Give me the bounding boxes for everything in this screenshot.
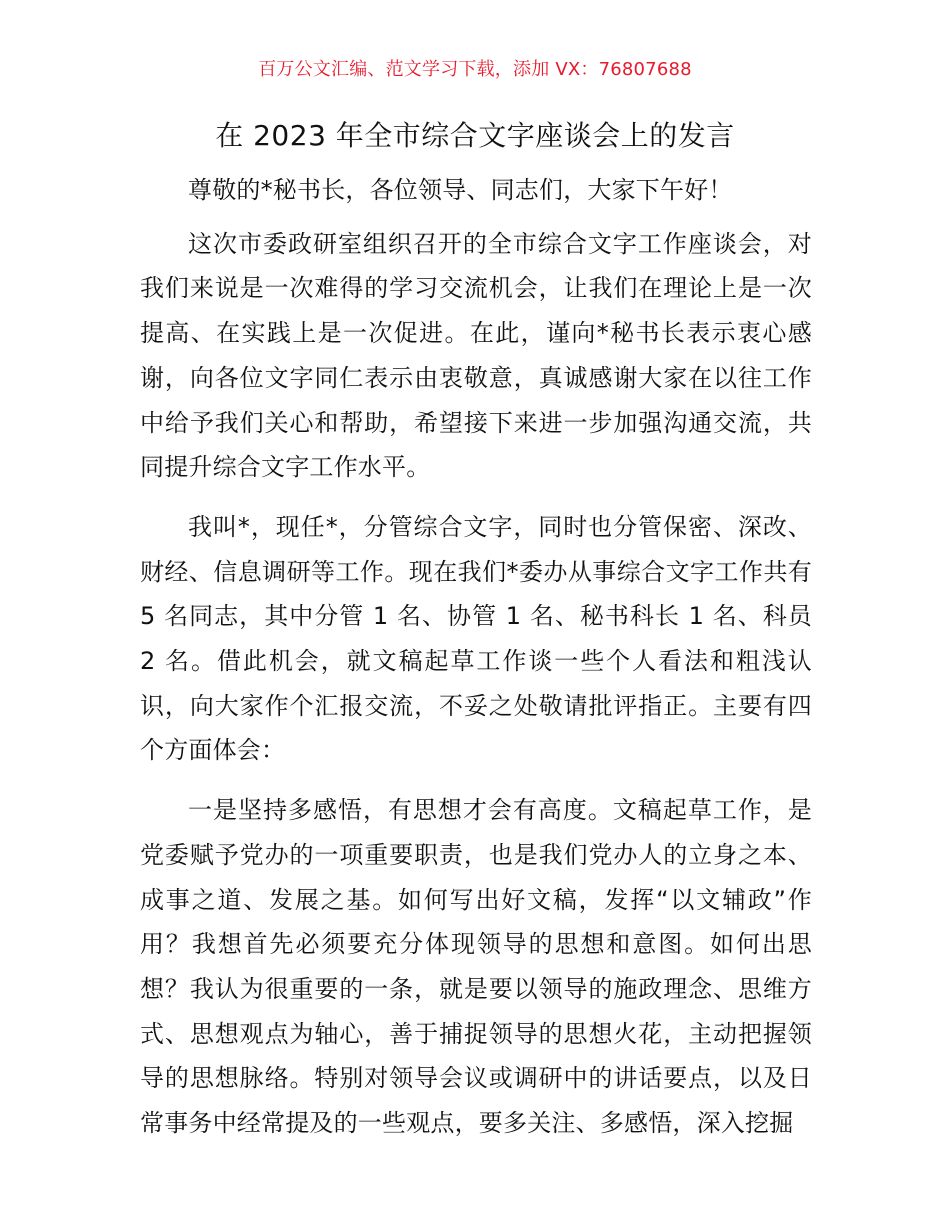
body-paragraph-1: 这次市委政研室组织召开的全市综合文字工作座谈会，对我们来说是一次难得的学习交流机会，让我们在理论上是一次提高、在实践上是一次促进。在此，谨向*秘书长表示衷心感谢，向各位文字同仁表示由衷敬意，真诚感谢大家在以往工作中给予我们关心和帮助，希望接下来进一步加强沟通交流，共同提升综合文字工作水平。 [140, 229, 812, 482]
greeting-paragraph: 尊敬的*秘书长，各位领导、同志们，大家下午好！ [188, 176, 733, 204]
document-body [140, 168, 812, 1146]
promo-banner: 百万公文汇编、范文学习下载，添加 VX：76807688 [258, 59, 692, 80]
body-paragraph-3: 一是坚持多感悟，有思想才会有高度。文稿起草工作，是党委赋予党办的一项重要职责，也是我们党办人的立身之本、成事之道、发展之基。如何写出好文稿，发挥“以文辅政”作用？我想首先必须要充分体现领导的思想和意图。如何出思想？我认为很重要的一条，就是要以领导的施政理念、思维方式、思想观点为轴心，善于捕捉领导的思想火花，主动把握领导的思想脉络。特别对领导会议或调研中的讲话要点，以及日常事务中经常提及的一些观点，要多关注、多感悟，深入挖掘 [140, 796, 812, 1138]
document-title: 在 2023 年全市综合文字座谈会上的发言 [215, 119, 735, 152]
body-paragraph-2: 我叫*，现任*，分管综合文字，同时也分管保密、深改、财经、信息调研等工作。现在我们*委办从事综合文字工作共有 5 名同志，其中分管 1 名、协管 1 名、秘书科长 1 名、科员 2 名。借此机会，就文稿起草工作谈一些个人看法和粗浅认识，向大家作个汇报交流，不妥之处敬请批评指正。主要有四个方面体会： [140, 512, 812, 765]
